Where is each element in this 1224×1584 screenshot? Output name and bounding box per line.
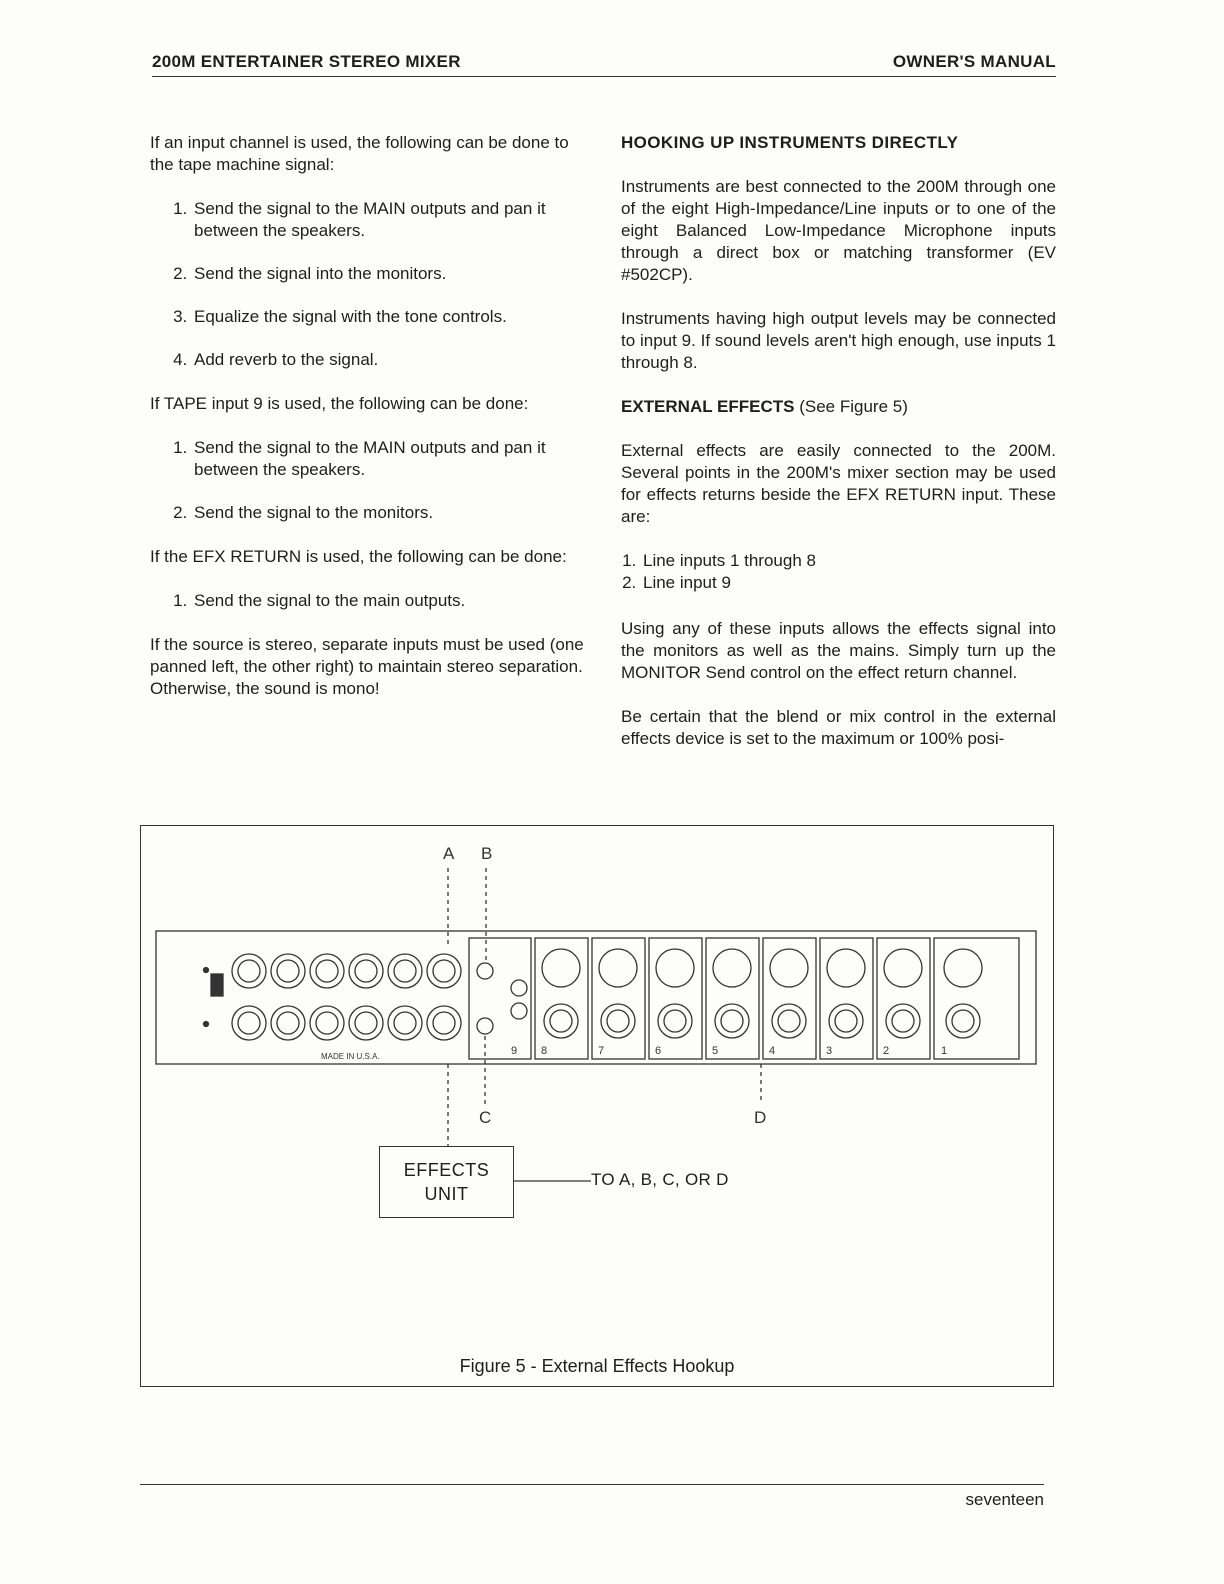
input-9-area xyxy=(469,938,531,1059)
figure-caption: Figure 5 - External Effects Hookup xyxy=(459,1356,735,1376)
paragraph: If an input channel is used, the following can be done to the tape machine signal: xyxy=(150,133,569,174)
list-item: 2. Send the signal to the monitors. xyxy=(192,502,590,524)
made-in-usa-label: MADE IN U.S.A. xyxy=(321,1052,380,1061)
section-heading: HOOKING UP INSTRUMENTS DIRECTLY xyxy=(621,133,959,152)
page-number: seventeen xyxy=(965,1490,1044,1509)
channel-strips xyxy=(535,938,1019,1059)
section-heading-text: EXTERNAL EFFECTS xyxy=(621,397,795,416)
channel-number: 5 xyxy=(712,1045,719,1057)
list-item: 1. Send the signal to the main outputs. xyxy=(192,590,590,612)
numbered-list xyxy=(150,437,590,524)
list-item: 2. Send the signal into the monitors. xyxy=(192,263,590,285)
list-item: 3. Equalize the signal with the tone controls. xyxy=(192,306,590,328)
channel-number: 9 xyxy=(511,1045,518,1057)
effects-unit-box xyxy=(379,1146,514,1218)
channel-number: 4 xyxy=(769,1045,776,1057)
effects-unit-line1: EFFECTS xyxy=(403,1160,490,1180)
left-control-area xyxy=(204,968,224,1027)
page-header xyxy=(152,52,1056,77)
panel-outline xyxy=(156,931,1036,1064)
section-heading xyxy=(621,396,1056,418)
channel-number: 7 xyxy=(598,1045,605,1057)
list-item: 1. Send the signal to the MAIN outputs and pan it between the speakers. xyxy=(192,198,590,242)
paragraph: Instruments are best connected to the 200M through one of the eight High-Impedance/Line inputs or to one of the eight Balanced Low-Impedance Microphone inputs through a direct box or matching transformer (EV #502CP). xyxy=(621,177,1056,284)
callout-lines xyxy=(448,868,761,1146)
paragraph: If the EFX RETURN is used, the following can be done: xyxy=(150,547,567,566)
paragraph: If the source is stereo, separate inputs must be used (one panned left, the other right) to maintain stereo separation. Otherwise, the sound is mono! xyxy=(150,635,584,698)
callout-label-c: C xyxy=(479,1108,492,1127)
left-column xyxy=(150,132,590,722)
figure-5 xyxy=(140,825,1054,1387)
channel-number: 1 xyxy=(941,1045,948,1057)
channel-number: 3 xyxy=(826,1045,833,1057)
rear-panel-diagram xyxy=(141,826,1053,1386)
paragraph: Instruments having high output levels may be connected to input 9. If sound levels aren't high enough, use inputs 1 through 8. xyxy=(621,309,1056,372)
callout-label-a: A xyxy=(443,844,455,863)
callout-label-b: B xyxy=(481,844,493,863)
figure-reference: (See Figure 5) xyxy=(799,397,908,416)
list-item: 1. Send the signal to the MAIN outputs and pan it between the speakers. xyxy=(192,437,590,481)
effects-unit-line2: UNIT xyxy=(424,1184,469,1204)
numbered-list xyxy=(150,198,590,371)
paragraph: If TAPE input 9 is used, the following can be done: xyxy=(150,394,529,413)
list-item: 4. Add reverb to the signal. xyxy=(192,349,590,371)
channel-number: 2 xyxy=(883,1045,890,1057)
numbered-list xyxy=(621,550,1056,594)
right-column xyxy=(621,132,1056,772)
paragraph: Using any of these inputs allows the effects signal into the monitors as well as the mains. Simply turn up the MONITOR Send control on the effect return channel. xyxy=(621,619,1056,682)
channel-number: 6 xyxy=(655,1045,662,1057)
header-title: 200M ENTERTAINER STEREO MIXER xyxy=(152,52,461,71)
footer-rule xyxy=(140,1484,1044,1485)
paragraph: Be certain that the blend or mix control in the external effects device is set to the maximum or 100% posi- xyxy=(621,707,1056,748)
output-jacks-bottom xyxy=(232,1006,461,1040)
connection-label: TO A, B, C, OR D xyxy=(591,1170,729,1189)
channel-number: 8 xyxy=(541,1045,548,1057)
list-item: 1. Line inputs 1 through 8 xyxy=(641,550,1056,572)
output-jacks-top xyxy=(232,954,461,988)
callout-label-d: D xyxy=(754,1108,767,1127)
numbered-list xyxy=(150,590,590,612)
xlr-jacks xyxy=(542,949,982,987)
list-item: 2. Line input 9 xyxy=(641,572,1056,594)
paragraph: External effects are easily connected to the 200M. Several points in the 200M's mixer section may be used for effects returns beside the EFX RETURN input. These are: xyxy=(621,441,1056,526)
line-jacks xyxy=(544,1004,980,1038)
header-manual-label: OWNER'S MANUAL xyxy=(892,52,1056,71)
